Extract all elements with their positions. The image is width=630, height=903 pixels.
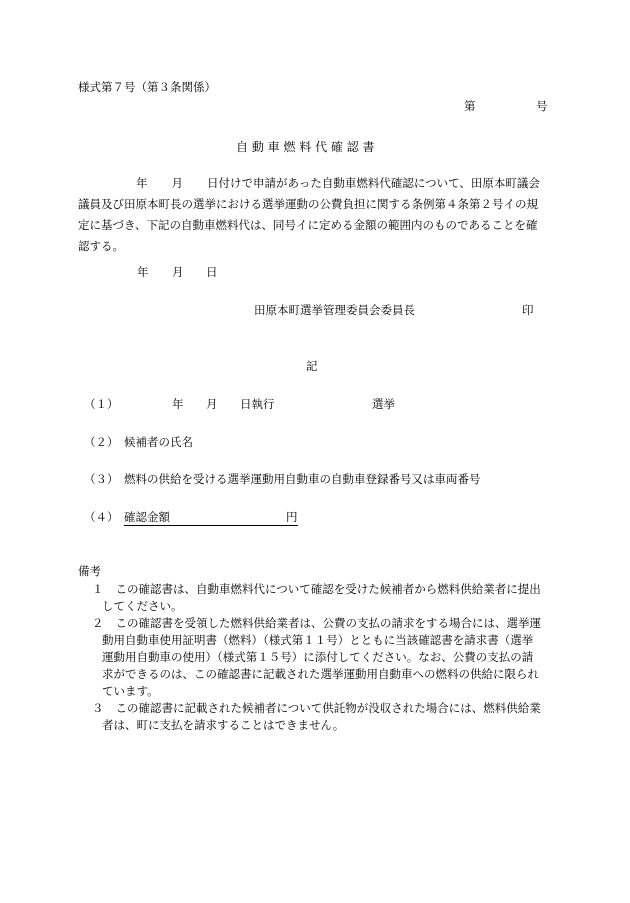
intro-month: 月 [171, 176, 183, 190]
intro-line-2: 議員及び田原本町長の選挙における選挙運動の公費負担に関する条例第４条第２号イの規 [78, 197, 538, 211]
remark-3-line-1: この確認書に記載された候補者について供託物が没収された場合には、燃料供給業 [115, 701, 541, 715]
remark-2-line-1: この確認書を受領した燃料供給業者は、公費の支払の請求をする場合には、選挙運 [115, 616, 541, 630]
issuer-name: 田原本町選挙管理委員会委員長 [254, 303, 415, 317]
intro-line-1: 日付けで申請があった自動車燃料代確認について、田原本町議会 [207, 176, 540, 190]
remark-3-number: ３ [92, 701, 104, 715]
remark-note-3 [78, 700, 548, 734]
ki-heading: 記 [306, 359, 318, 373]
item-4-number: （４） [84, 510, 119, 524]
seal-mark: 印 [522, 303, 534, 317]
intro-line-4: 認する。 [78, 239, 124, 253]
issue-month: 月 [172, 265, 184, 279]
item-1-year: 年 [172, 397, 184, 411]
intro-line-3: 定に基づき、下記の自動車燃料代は、同号イに定める金額の範囲内のものであることを確 [78, 218, 538, 232]
remark-1-line-1: この確認書は、自動車燃料代について確認を受けた候補者から燃料供給業者に提出 [115, 582, 541, 596]
intro-paragraph [78, 173, 546, 257]
item-1-day-label: 日執行 [240, 397, 275, 411]
remark-2-line-2: 動用自動車使用証明書（燃料）（様式第１１号）とともに当該確認書を請求書（選挙 [102, 633, 534, 647]
confirmed-amount-field [124, 510, 298, 526]
issue-day: 日 [206, 265, 218, 279]
item-2-number: （２） [84, 435, 119, 449]
remark-note-2 [78, 615, 548, 700]
intro-first-line [78, 173, 546, 194]
issue-year: 年 [137, 265, 149, 279]
doc-number-suffix: 号 [536, 99, 548, 113]
remark-2-line-5: ています。 [102, 684, 159, 698]
remark-note-1 [78, 581, 548, 615]
item-1-number: （１） [84, 397, 119, 411]
remark-1-line-2: してください。 [102, 599, 183, 613]
document-title: 自 動 車 燃 料 代 確 認 書 [236, 140, 375, 154]
remark-2-number: ２ [92, 616, 104, 630]
form-number: 様式第７号（第３条関係） [78, 80, 216, 94]
item-1-election: 選挙 [372, 397, 395, 411]
remark-2-line-3: 運動用自動車の使用）（様式第１５号）に添付してください。なお、公費の支払の請 [102, 650, 534, 664]
item-3-text: 燃料の供給を受ける選挙運動用自動車の自動車登録番号又は車両番号 [124, 472, 481, 486]
confirmed-amount-row [124, 512, 298, 524]
item-2-text: 候補者の氏名 [124, 435, 193, 449]
item-4-unit: 円 [286, 510, 298, 524]
remark-3-line-2: 者は、町に支払を請求することはできません。 [102, 718, 345, 732]
remark-1-number: １ [92, 582, 104, 596]
remark-2-line-4: 求ができるのは、この確認書に記載された選挙運動用自動車への燃料の供給に限られ [102, 667, 539, 681]
item-4-text: 確認金額 [124, 510, 170, 524]
intro-year: 年 [136, 176, 148, 190]
item-1-month: 月 [206, 397, 218, 411]
item-3-number: （３） [84, 472, 119, 486]
remarks-title: 備考 [78, 564, 101, 578]
doc-number-prefix: 第 [464, 99, 476, 113]
